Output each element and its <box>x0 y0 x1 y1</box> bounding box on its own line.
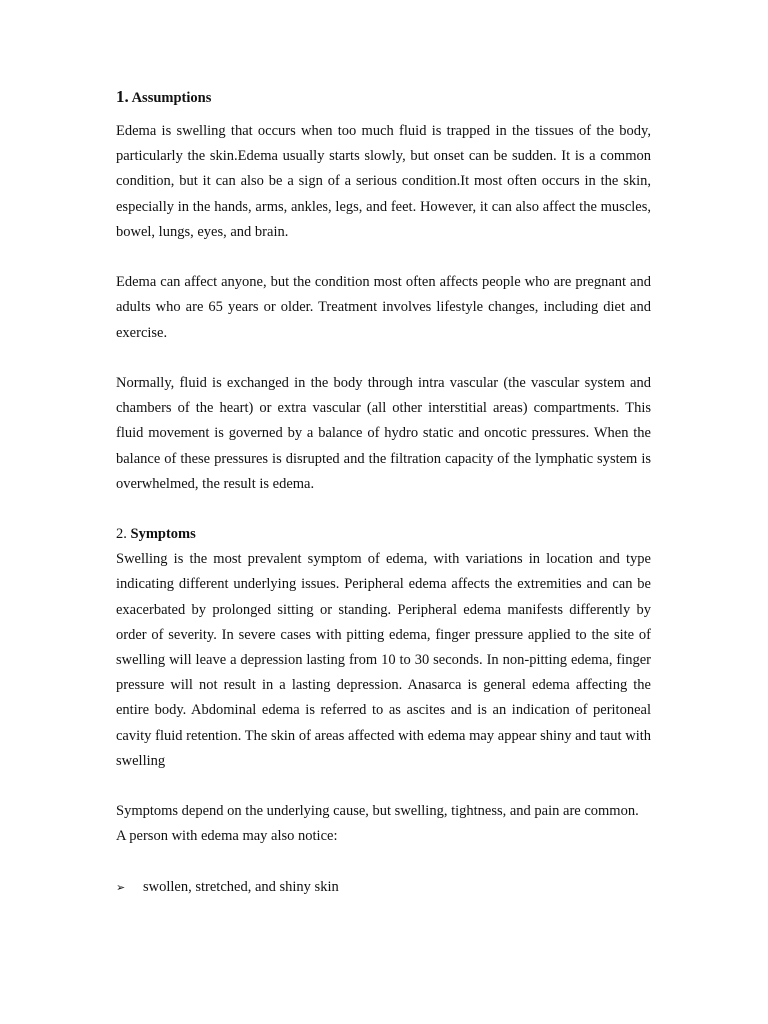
paragraph-edema-definition: Edema is swelling that occurs when too much fluid is trapped in the tissues of the body, particularly the skin.Edema usually starts slowly, but onset can be sudden. It is a common condition, but it can also be a sign of a serious condition.It most often occurs in the skin, especially in the hands, arms, ankles, legs, and feet. However, it can also affect the muscles, bowel, lungs, eyes, and brain. <box>116 123 651 240</box>
section-heading-assumptions <box>116 84 651 111</box>
section-heading-symptoms <box>116 522 651 547</box>
section-number: 2. <box>116 526 127 543</box>
paragraph-who-affected: Edema can affect anyone, but the condition most often affects people who are pregnant and adults who are 65 years or older. Treatment involves lifestyle changes, including diet and exercise. <box>116 274 651 341</box>
paragraph-symptoms-cause: Symptoms depend on the underlying cause, but swelling, tightness, and pain are common. <box>116 803 639 820</box>
document-page <box>116 84 651 900</box>
paragraph-person-notice: A person with edema may also notice: <box>116 828 338 845</box>
section-title: Symptoms <box>130 526 196 543</box>
list-item <box>116 875 651 900</box>
paragraph-fluid-exchange: Normally, fluid is exchanged in the body through intra vascular (the vascular system and chambers of the heart) or extra vascular (all other interstitial areas) compartments. This fluid movement is governed by a balance of hydro static and oncotic pressures. When the balance of these pressures is disrupted and the filtration capacity of the lymphatic system is overwhelmed, the result is edema. <box>116 375 651 492</box>
section-number: 1. <box>116 87 129 106</box>
list-item-text: swollen, stretched, and shiny skin <box>143 878 339 895</box>
section-title: Assumptions <box>131 90 212 106</box>
paragraph-swelling-symptoms: Swelling is the most prevalent symptom of edema, with variations in location and type indicating different underlying issues. Peripheral edema affects the extremities and can be exacerbated by prolonged sitting or standing. Peripheral edema manifests differently by order of severity. In severe cases with pitting edema, finger pressure applied to the site of swelling will leave a depression lasting from 10 to 30 seconds. In non-pitting edema, finger pressure will not result in a lasting depression. Anasarca is general edema affecting the entire body. Abdominal edema is referred to as ascites and is an indication of peritoneal cavity fluid retention. The skin of areas affected with edema may appear shiny and taut with swelling <box>116 551 651 769</box>
arrow-bullet-icon: ➢ <box>116 880 126 894</box>
